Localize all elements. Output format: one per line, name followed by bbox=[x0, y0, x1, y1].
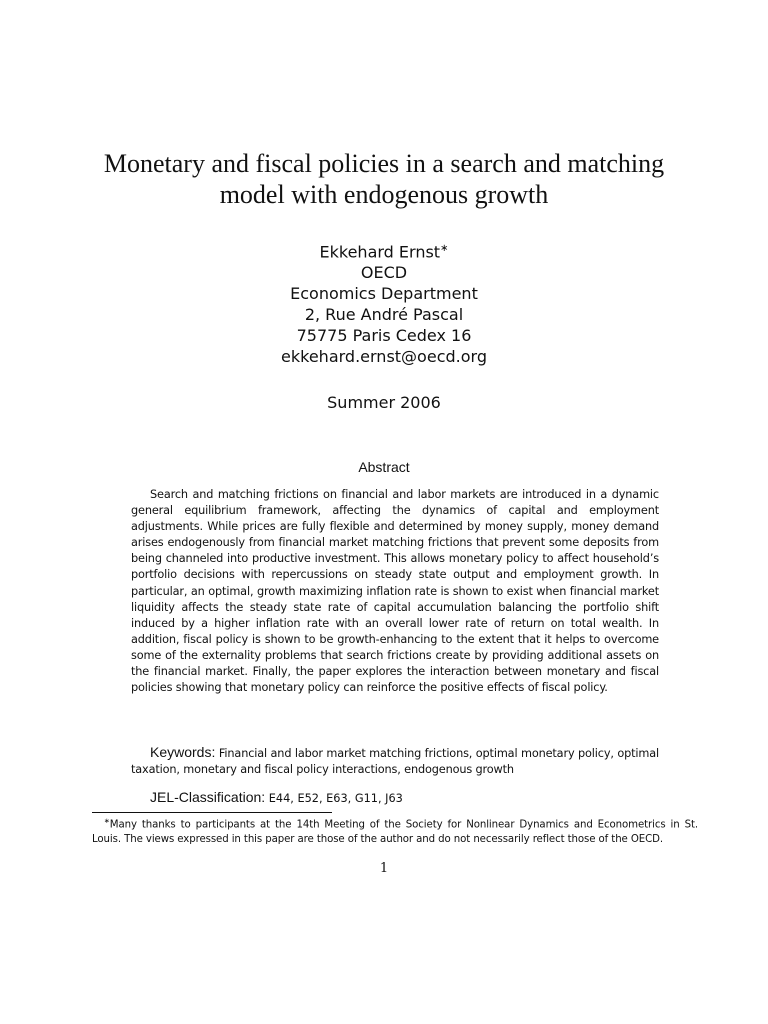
jel-label: JEL-Classification: bbox=[150, 789, 266, 805]
keywords-text: Financial and labor market matching frictions, optimal monetary policy, optimal taxation, monetary and fiscal policy interactions, endogenous growth bbox=[131, 747, 659, 777]
keywords-label: Keywords: bbox=[150, 744, 216, 760]
title-line-1: Monetary and fiscal policies in a search and matching bbox=[103, 149, 665, 178]
author-department: Economics Department bbox=[290, 284, 478, 304]
footnote bbox=[92, 814, 698, 847]
author-name-text: Ekkehard Ernst bbox=[319, 242, 441, 262]
footnote-marker: ∗ bbox=[104, 817, 110, 825]
jel-codes: E44, E52, E63, G11, J63 bbox=[268, 792, 403, 805]
author-street: 2, Rue André Pascal bbox=[304, 305, 464, 325]
author-footnote-marker: ∗ bbox=[440, 243, 449, 254]
author-city: 75775 Paris Cedex 16 bbox=[296, 326, 472, 346]
publication-date: Summer 2006 bbox=[327, 393, 441, 412]
abstract-heading: Abstract bbox=[358, 459, 410, 475]
author-organization: OECD bbox=[360, 263, 408, 283]
keywords-paragraph bbox=[131, 744, 659, 779]
abstract-body: Search and matching frictions on financial and labor markets are introduced in a dynamic general equilibrium framework, affecting the dynamics of capital and employment adjustments. While prices are fully flexible and determined by money supply, money demand arises endogenously from financial market matching frictions that prevent some deposits from being channeled into productive investment. This allows monetary policy to affect household’s portfolio decisions with repercussions on steady state output and employment growth. In particular, an optimal, growth maximizing inflation rate is shown to exist when financial market liquidity affects the steady state rate of capital accumulation balancing the portfolio shift induced by a higher inflation rate with an overall lower rate of return on total wealth. In addition, fiscal policy is shown to be growth-enhancing to the extent that it helps to overcome some of the externality problems that search frictions create by providing additional assets on the financial market. Finally, the paper explores the interaction between monetary and fiscal policies showing that monetary policy can reinforce the positive effects of fiscal policy. bbox=[131, 488, 659, 695]
author-name bbox=[184, 238, 584, 262]
page-number: 1 bbox=[379, 861, 389, 876]
paper-title bbox=[60, 148, 708, 210]
title-line-2: model with endogenous growth bbox=[219, 180, 549, 209]
author-email: ekkehard.ernst@oecd.org bbox=[281, 347, 487, 367]
footnote-divider bbox=[92, 812, 332, 813]
author-block bbox=[184, 238, 584, 367]
footnote-text: Many thanks to participants at the 14th Meeting of the Society for Nonlinear Dynamics and Econometrics in St. Louis. The views expressed in this paper are those of the author and do not necessarily reflect those of the OECD. bbox=[92, 819, 698, 845]
jel-classification bbox=[150, 788, 650, 808]
